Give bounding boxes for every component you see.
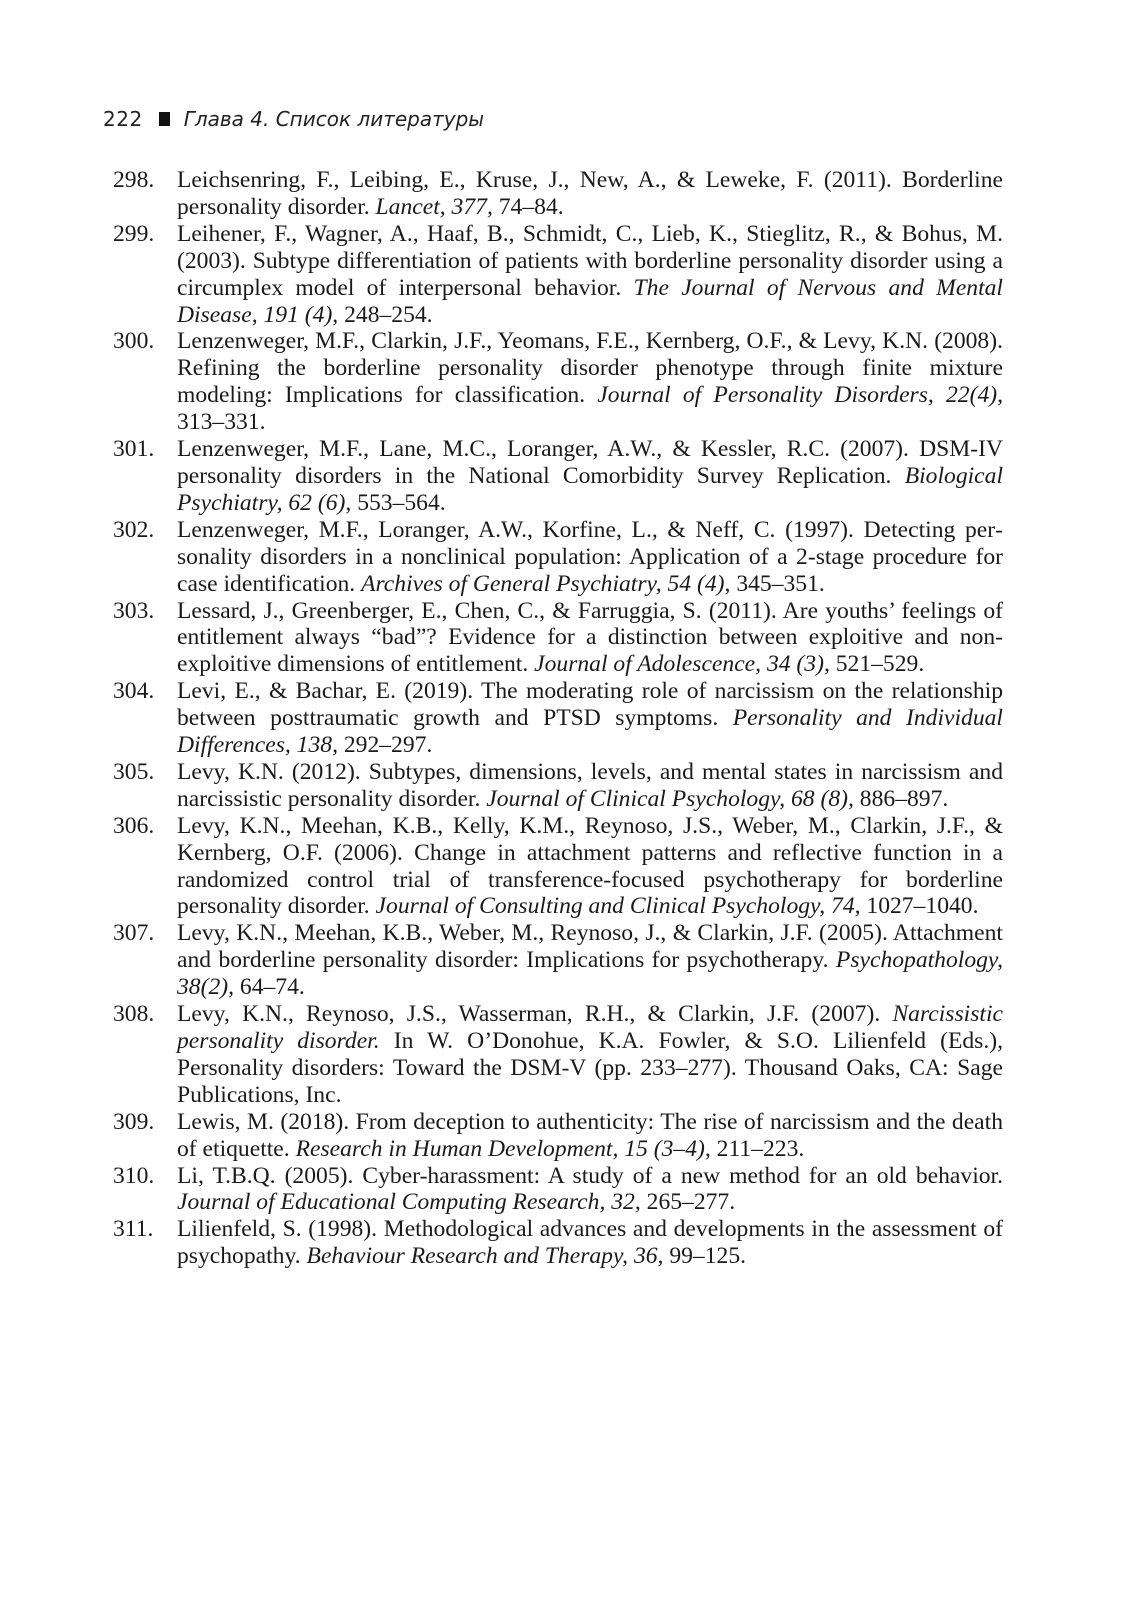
reference-text bbox=[177, 598, 1003, 679]
reference-number: 300. bbox=[113, 328, 155, 355]
reference-pages: 74–84. bbox=[492, 193, 564, 220]
reference-number: 298. bbox=[113, 167, 155, 193]
reference-pages: 553–564. bbox=[351, 489, 446, 516]
reference-entry bbox=[113, 436, 1003, 517]
reference-source: Biological Psychiatry, 62 (6), bbox=[177, 462, 1003, 516]
reference-list bbox=[113, 167, 1003, 1270]
reference-source: Archives of General Psychiatry, 54 (4), bbox=[361, 570, 731, 597]
reference-authors-title: Lenzenweger, M.F., Loranger, A.W., Korfine, L., & Neff, C. (1997). Detecting personality disorders in a nonclinical population: Application of a 2-stage procedure for case identification. bbox=[177, 516, 1003, 597]
reference-number: 301. bbox=[113, 436, 155, 463]
reference-number: 307. bbox=[113, 920, 155, 947]
reference-source: Journal of Educational Computing Research, 32, bbox=[177, 1189, 641, 1216]
reference-authors-title: Lessard, J., Greenberger, E., Chen, C., & Farruggia, S. (2011). Are youths’ feelings of entitlement always “bad”? Evidence for a distinction between exploitive and non-exploitive dimensions of entitlement. bbox=[177, 597, 1003, 678]
reference-pages: 313–331. bbox=[177, 409, 266, 436]
reference-number: 299. bbox=[113, 220, 155, 247]
reference-text bbox=[177, 678, 1003, 759]
reference-pages: 345–351. bbox=[730, 570, 825, 597]
reference-text bbox=[177, 221, 1003, 329]
reference-text bbox=[177, 517, 1003, 598]
reference-text bbox=[177, 813, 1003, 921]
reference-number: 302. bbox=[113, 516, 155, 543]
reference-authors-title: Levy, K.N., Meehan, K.B., Kelly, K.M., Reynoso, J.S., Weber, M., Clarkin, J.F., & Kernberg, O.F. (2006). Change in attachment patterns and reflective function in a randomized control trial of transference-focused psychotherapy for borderline personality disorder. bbox=[177, 812, 1003, 920]
reference-authors-title: Lewis, M. (2018). From deception to authenticity: The rise of narcissism and the death of etiquette. bbox=[177, 1108, 1003, 1162]
reference-entry bbox=[113, 1001, 1003, 1109]
reference-pages: 99–125. bbox=[663, 1243, 747, 1270]
reference-entry bbox=[113, 167, 1003, 221]
reference-source: Personality and Individual Differences, 138, bbox=[177, 705, 1003, 759]
reference-text bbox=[177, 167, 1003, 221]
reference-number: 309. bbox=[113, 1108, 155, 1135]
reference-number: 303. bbox=[113, 597, 155, 624]
reference-entry bbox=[113, 221, 1003, 329]
reference-entry bbox=[113, 1216, 1003, 1270]
reference-entry bbox=[113, 517, 1003, 598]
reference-text bbox=[177, 1216, 1003, 1270]
reference-number: 311. bbox=[113, 1216, 154, 1243]
square-bullet-icon bbox=[159, 112, 170, 126]
reference-number: 310. bbox=[113, 1162, 155, 1189]
reference-text bbox=[177, 1163, 1003, 1217]
reference-text bbox=[177, 759, 1003, 813]
reference-pages: 521–529. bbox=[829, 651, 925, 678]
reference-entry bbox=[113, 920, 1003, 1001]
reference-text bbox=[177, 1109, 1003, 1163]
reference-pages: 265–277. bbox=[640, 1189, 736, 1216]
reference-number: 305. bbox=[113, 758, 155, 785]
reference-source: The Journal of Nervous and Mental Disease, 191 (4), bbox=[177, 274, 1003, 328]
reference-source: Research in Human Development, 15 (3–4), bbox=[295, 1135, 711, 1162]
reference-authors-title: Leihener, F., Wagner, A., Haaf, B., Schmidt, C., Lieb, K., Stieglitz, R., & Bohus, M. (2003). Subtype differentiation of patients with borderline personality disorder using a circumplex model of interpersonal behavior. bbox=[177, 220, 1003, 301]
reference-text bbox=[177, 920, 1003, 1001]
reference-source: Lancet, 377, bbox=[375, 193, 493, 220]
chapter-title: Глава 4. Список литературы bbox=[183, 107, 485, 131]
reference-pages: 292–297. bbox=[337, 732, 433, 759]
reference-source: Journal of Consulting and Clinical Psychology, 74, bbox=[375, 893, 861, 920]
reference-text bbox=[177, 328, 1003, 436]
reference-authors-title: Lilienfeld, S. (1998). Methodological advances and developments in the assessment of psychopathy. bbox=[177, 1216, 1003, 1270]
page-number: 222 bbox=[103, 107, 143, 131]
reference-authors-title: Levy, K.N., Meehan, K.B., Weber, M., Reynoso, J., & Clarkin, J.F. (2005). Attachment and borderline personality disorder: Implications for psychotherapy. bbox=[177, 920, 1003, 974]
reference-entry bbox=[113, 1109, 1003, 1163]
reference-entry bbox=[113, 813, 1003, 921]
reference-pages: 211–223. bbox=[710, 1135, 805, 1162]
reference-authors-title: Leichsenring, F., Leibing, E., Kruse, J., New, A., & Leweke, F. (2011). Borderline personality disorder. bbox=[177, 167, 1003, 220]
reference-source: Journal of Personality Disorders, 22(4), bbox=[597, 382, 1004, 409]
running-head bbox=[103, 104, 484, 134]
reference-entry bbox=[113, 678, 1003, 759]
reference-number: 308. bbox=[113, 1001, 155, 1028]
reference-authors-title: Levi, E., & Bachar, E. (2019). The moderating role of narcissism on the relationship between posttraumatic growth and PTSD symptoms. bbox=[177, 678, 1003, 732]
reference-source: Journal of Clinical Psychology, 68 (8), bbox=[486, 785, 854, 812]
reference-authors-title: Lenzenweger, M.F., Lane, M.C., Loranger, A.W., & Kessler, R.C. (2007). DSM-IV personality disorders in the National Comorbidity Survey Replication. bbox=[177, 436, 1003, 489]
reference-pages: In W. O’Donohue, K.A. Fowler, & S.O. Lilienfeld (Eds.), Personality disorders: Toward the DSM-V (pp. 233–277). Thousand Oaks, CA: Sage Publications, Inc. bbox=[177, 1028, 1003, 1108]
reference-pages: 248–254. bbox=[338, 301, 433, 328]
reference-text bbox=[177, 436, 1003, 517]
reference-source: Journal of Adolescence, 34 (3), bbox=[534, 651, 830, 678]
reference-source: Behaviour Research and Therapy, 36, bbox=[306, 1243, 664, 1270]
reference-source: Narcissistic personality disorder. bbox=[177, 1001, 1003, 1054]
reference-authors-title: Lenzenweger, M.F., Clarkin, J.F., Yeomans, F.E., Kernberg, O.F., & Levy, K.N. (2008). Refining the borderline personality disorder phenotype through finite mixture modeling: Implications for classification. bbox=[177, 328, 1003, 409]
reference-pages: 886–897. bbox=[853, 785, 949, 812]
reference-pages: 1027–1040. bbox=[860, 893, 979, 920]
reference-source: Psychopathology, 38(2), bbox=[177, 947, 1003, 1001]
reference-authors-title: Li, T.B.Q. (2005). Cyber-harassment: A study of a new method for an old behavior. bbox=[177, 1162, 1003, 1189]
reference-text bbox=[177, 1001, 1003, 1109]
reference-pages: 64–74. bbox=[234, 974, 305, 1001]
reference-entry bbox=[113, 1163, 1003, 1217]
reference-entry bbox=[113, 759, 1003, 813]
reference-number: 304. bbox=[113, 678, 155, 705]
reference-number: 306. bbox=[113, 812, 155, 839]
reference-entry bbox=[113, 598, 1003, 679]
reference-entry bbox=[113, 328, 1003, 436]
reference-authors-title: Levy, K.N., Reynoso, J.S., Wasserman, R.H., & Clarkin, J.F. (2007). bbox=[177, 1001, 893, 1028]
reference-authors-title: Levy, K.N. (2012). Subtypes, dimensions, levels, and mental states in narcissism and narcissistic personality disorder. bbox=[177, 758, 1003, 812]
